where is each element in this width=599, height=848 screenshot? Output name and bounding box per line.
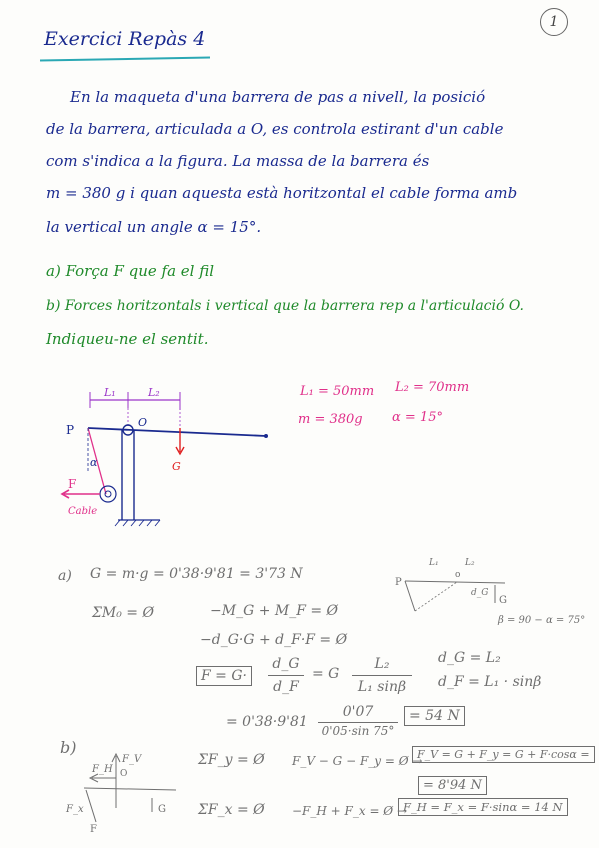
fbd-G: G — [158, 804, 166, 815]
sol-a-moment-terms: −M_G + M_F = Ø — [210, 603, 339, 619]
sol-b-sum-y: ΣF_y = Ø — [198, 752, 265, 768]
sol-b-fbd — [66, 752, 176, 835]
fbd-Fv: F_V — [122, 754, 142, 765]
sketch-dG: d_G — [471, 588, 489, 598]
question-a: a) Força F que fa el fil — [46, 262, 215, 280]
figure-O: O — [138, 416, 148, 429]
figure-P: P — [66, 423, 75, 437]
sol-b-res-y-box — [412, 748, 595, 761]
title-underline — [40, 57, 210, 62]
sol-b-sum-x: ΣF_x = Ø — [198, 802, 265, 818]
figure-L2: L₂ — [148, 386, 160, 399]
figure-cable-label: Cable — [68, 506, 98, 517]
sol-a-frac1-num: d_G — [272, 656, 300, 672]
statement-line-2: de la barrera, articulada a O, es controla estirant d'un cable — [46, 120, 504, 138]
statement-line-1: En la maqueta d'una barrera de pas a nivell, la posició — [70, 88, 486, 106]
fbd-Fx: F_x — [66, 804, 84, 815]
sol-a-frac1-den: d_F — [273, 679, 299, 695]
sol-a-weight: G = m·g = 0'38·9'81 = 3'73 N — [90, 566, 303, 582]
statement-line-3: com s'indica a la figura. La massa de la barrera és — [46, 152, 430, 170]
statement-line-4: m = 380 g i quan aquesta està horitzontal el cable forma amb — [46, 184, 518, 202]
given-L1: L₁ = 50mm — [300, 384, 375, 399]
sol-a-result-box — [404, 708, 465, 724]
figure-alpha: α — [90, 456, 98, 469]
sol-a-frac2-line — [352, 675, 412, 676]
barrier-figure — [60, 380, 340, 540]
sol-a-frac2-den: L₁ sinβ — [357, 679, 407, 695]
given-m: m = 380g — [298, 412, 363, 427]
sol-a-numeric-den: 0'05·sin 75° — [321, 724, 395, 738]
given-L2: L₂ = 70mm — [395, 380, 470, 395]
sol-a-numeric-prefix: = 0'38·9'81 — [226, 714, 308, 730]
page-number: 1 — [540, 8, 568, 36]
sketch-L2: L₂ — [465, 558, 475, 568]
figure-G: G — [172, 460, 181, 473]
sol-b-res-y: F_V = G + F_y = G + F·cosα = — [412, 746, 595, 763]
sol-a-dF-def: d_F = L₁ · sinβ — [438, 674, 542, 690]
statement-line-5: la vertical un angle α = 15°. — [46, 218, 262, 236]
sol-a-beta: β = 90 − α = 75° — [498, 615, 586, 626]
sol-a-numeric-line — [318, 722, 398, 723]
fbd-O: O — [120, 769, 128, 779]
sketch-G: G — [499, 595, 507, 606]
fbd-F: F — [90, 824, 97, 835]
sol-b-res-y-val: = 8'94 N — [418, 776, 487, 795]
sol-a-moment-sum: ΣM₀ = Ø — [92, 605, 154, 621]
sol-a-numeric-result: = 54 N — [404, 706, 465, 726]
sol-b-eq-x: −F_H + F_x = Ø → — [292, 804, 408, 818]
sol-b-res-x: F_H = F_x = F·sinα = 14 N — [398, 798, 568, 816]
sol-a-frac2-num: L₂ — [374, 656, 390, 672]
sketch-O: o — [455, 570, 461, 580]
sol-a-frac1-line — [268, 675, 304, 676]
sol-a-F-eq: = G — [312, 666, 340, 682]
question-b-cont: Indiqueu-ne el sentit. — [46, 330, 209, 348]
sol-b-res-x-box — [398, 800, 568, 814]
question-b: b) Forces horitzontals i vertical que la barrera rep a l'articulació O. — [46, 298, 524, 314]
sol-b-eq-y: F_V − G − F_y = Ø → — [292, 754, 423, 768]
sol-a-moment-expanded: −d_G·G + d_F·F = Ø — [200, 632, 348, 648]
exercise-title: Exercici Repàs 4 — [44, 28, 206, 50]
sol-a-label: a) — [58, 568, 72, 584]
sol-a-numeric-num: 0'07 — [342, 704, 374, 720]
sol-a-F-box-left — [196, 668, 252, 684]
fbd-FH: F_H — [92, 764, 113, 775]
figure-L1: L₁ — [104, 386, 116, 399]
given-alpha: α = 15° — [392, 410, 443, 425]
sol-a-F-formula: F = G· — [196, 666, 252, 686]
sol-b-res-y-val-box — [418, 778, 487, 793]
figure-F: F — [68, 477, 77, 491]
sketch-P: P — [395, 577, 402, 588]
sketch-L1: L₁ — [429, 558, 439, 568]
sol-a-dG-def: d_G = L₂ — [438, 650, 501, 666]
sol-b-label: b) — [60, 738, 77, 757]
